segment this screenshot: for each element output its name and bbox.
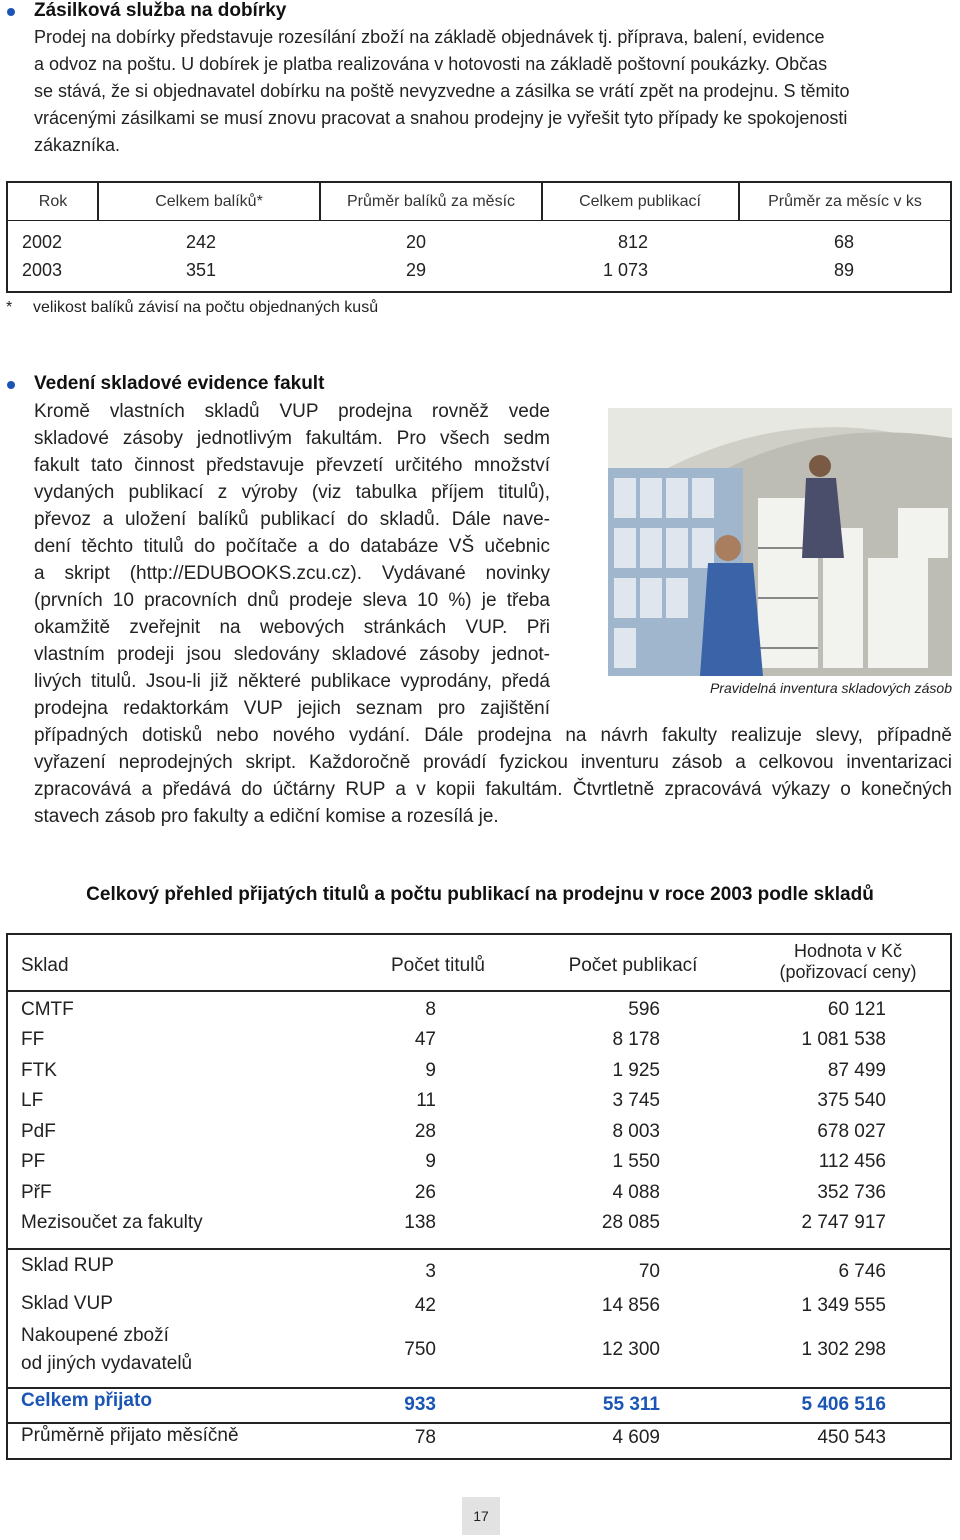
text-line: vrácenými zásilkami se musí znovu pracovat a snahou prodejny je vyřešit tyto případy ke spokojenosti: [34, 108, 848, 128]
text-line: fakult tato činnost představuje převzetí určitého množství: [34, 455, 550, 476]
table-cell: 138: [404, 1212, 436, 1233]
footnote-star: *: [6, 299, 13, 316]
table-cell: 2002: [22, 232, 63, 252]
text-line: vlastním prodeji jsou sledovány skladové zásoby jednot-: [34, 644, 550, 665]
table-row: [8, 1182, 950, 1212]
header-cell: Celkem balíků*: [155, 193, 263, 210]
table-cell: FF: [21, 1029, 45, 1050]
table-cell: 112 456: [818, 1151, 886, 1172]
text-line: zákazníka.: [34, 135, 121, 155]
table-cell: 812: [617, 232, 648, 252]
table-row: [8, 1255, 950, 1295]
table-cell: 1 550: [612, 1151, 660, 1172]
table-cell: 29: [406, 260, 427, 280]
text-line: případných dotisků nebo nového vydání. Dále prodejna na návrh fakulty realizuje slevy, případně: [34, 725, 952, 746]
header-cell: (pořizovací ceny): [779, 962, 917, 982]
table-cell: 352 736: [817, 1182, 886, 1203]
section-heading-inventory: Vedení skladové evidence fakult: [34, 373, 325, 394]
table-row: [8, 999, 950, 1029]
section-text-inventory-narrow: [34, 398, 550, 722]
table-row: [8, 1090, 950, 1120]
text-line: dení těchto titulů do počítače a do databáze VŠ učebnic: [34, 536, 550, 557]
table-cell: 750: [404, 1339, 436, 1360]
table-cell: 2003: [22, 260, 63, 280]
divider: [8, 1422, 950, 1424]
table-cell: 89: [834, 260, 855, 280]
header-cell: Sklad: [21, 955, 69, 976]
photo-caption: Pravidelná inventura skladových zásob: [709, 680, 952, 696]
table-cell: 3 745: [612, 1090, 660, 1111]
text-line: prodejna redaktorkám VUP jejich seznam pro zajištění: [34, 698, 550, 719]
table-cell: 933: [404, 1394, 436, 1415]
table-header: [8, 183, 950, 221]
table-cell: Celkem přijato: [21, 1390, 152, 1411]
table-row: [8, 1425, 950, 1457]
text-line: zpracovává a předává do účtárny RUP a v kopii fakultám. Čtvrtletně zpracovává výkazy o konečných: [34, 779, 952, 800]
text-line: skladové zásoby jednotlivým fakultám. Pro všech sedm: [34, 428, 550, 449]
table-cell: 60 121: [827, 999, 886, 1020]
table-row: [8, 1029, 950, 1059]
divider: [8, 1387, 950, 1389]
text-line: (prvních 10 pracovních dnů prodeje sleva 10 %) je třeba: [34, 590, 550, 611]
table-cell: 242: [186, 232, 217, 252]
table-cell: 8: [425, 999, 436, 1020]
table-cell: 28: [414, 1121, 436, 1142]
table-cell: 678 027: [817, 1121, 886, 1142]
table-row: [8, 1325, 950, 1383]
header-cell: Rok: [38, 193, 68, 210]
inventory-photo: [608, 408, 952, 676]
text-line: stavech zásob pro fakulty a ediční komise a rozesílá je.: [34, 806, 499, 827]
header-cell: Počet publikací: [568, 955, 698, 976]
table-cell: 1 349 555: [801, 1295, 886, 1316]
table-cell: 9: [425, 1060, 436, 1081]
table-cell: 28 085: [601, 1212, 660, 1233]
table-cell: 14 856: [601, 1295, 660, 1316]
table-cell: 20: [406, 232, 427, 252]
table-cell: 2 747 917: [801, 1212, 886, 1233]
table-title: Celkový přehled přijatých titulů a počtu publikací na prodejnu v roce 2003 podle skladů: [86, 884, 874, 905]
header-cell: Průměr balíků za měsíc: [346, 193, 516, 210]
table-cell: PF: [21, 1151, 46, 1172]
table-cell: 9: [425, 1151, 436, 1172]
header-cell: Počet titulů: [391, 955, 485, 976]
section-text-inventory-wide: [34, 722, 952, 830]
table-cell: 68: [834, 232, 855, 252]
divider: [8, 1248, 950, 1250]
table-cell: CMTF: [21, 999, 74, 1020]
warehouse-table: [6, 933, 952, 1460]
table-cell: 4 088: [612, 1182, 660, 1203]
text-line: Kromě vlastních skladů VUP prodejna rovněž vede: [34, 401, 550, 422]
bullet-icon: [7, 381, 15, 389]
table-cell: 42: [414, 1295, 436, 1316]
divider: [8, 990, 950, 992]
table-cell: 1 302 298: [801, 1339, 886, 1360]
table-cell: 87 499: [827, 1060, 886, 1081]
text-line: se stává, že si objednavatel dobírku na poště nevyzvedne a zásilka se vrátí zpět na prodejnu. S těmito: [34, 81, 850, 101]
text-line: Prodej na dobírky představuje rozesílání zboží na základě objednávek tj. příprava, balení, evidence: [34, 27, 825, 47]
table-row: [8, 1121, 950, 1151]
table-cell: 12 300: [601, 1339, 660, 1360]
table-cell: 8 003: [612, 1121, 660, 1142]
table-cell: PdF: [21, 1121, 56, 1142]
table-cell: 351: [186, 260, 217, 280]
page-number: 17: [462, 1497, 500, 1535]
inventory-photo-image: [608, 408, 952, 676]
table-cell: Mezisoučet za fakulty: [21, 1212, 203, 1233]
text-line: okamžitě zveřejnit na webových stránkách VUP. Při: [34, 617, 550, 638]
table-cell: 8 178: [612, 1029, 660, 1050]
table-cell: Sklad RUP: [21, 1255, 114, 1276]
table-cell: 11: [416, 1090, 436, 1111]
table-row-subtotal: [8, 1212, 950, 1242]
packages-table: [6, 181, 952, 293]
table-cell: 55 311: [602, 1394, 660, 1415]
table-cell: 6 746: [838, 1261, 886, 1282]
text-line: livých titulů. Jsou-li již některé publikace vyprodány, předá: [34, 671, 550, 692]
table-cell: 450 543: [817, 1427, 886, 1448]
text-line: a odvoz na poštu. U dobírek je platba realizována v hotovosti na základě poštovní poukázky. Občas: [34, 54, 828, 74]
header-cell: Celkem publikací: [579, 193, 701, 210]
section-heading-cod: Zásilková služba na dobírky: [34, 0, 287, 21]
header-cell: Průměr za měsíc v ks: [768, 193, 922, 210]
table-cell: 1 081 538: [801, 1029, 886, 1050]
table-cell: 596: [628, 999, 660, 1020]
header-cell: Hodnota v Kč: [793, 941, 903, 961]
table-row: [8, 1060, 950, 1090]
table-cell: 70: [638, 1261, 660, 1282]
table-cell: 4 609: [612, 1427, 660, 1448]
table-cell: Sklad VUP: [21, 1293, 113, 1314]
text-line: převoz a uložení balíků publikací do skladů. Dále nave-: [34, 509, 550, 530]
text-line: a skript (http://EDUBOOKS.zcu.cz). Vydávané novinky: [34, 563, 550, 584]
table-cell: 78: [414, 1427, 436, 1448]
table-footnote: [6, 299, 378, 317]
table-cell: Nakoupené zboží: [21, 1325, 169, 1346]
table-cell: Průměrně přijato měsíčně: [21, 1425, 239, 1446]
table-row-total: [8, 1390, 950, 1424]
table-cell: 3: [425, 1261, 436, 1282]
table-cell: od jiných vydavatelů: [21, 1353, 193, 1374]
text-line: vydaných publikací z výroby (viz tabulka příjem titulů),: [34, 482, 550, 503]
text-line: vyřazení neprodejných skript. Každoročně provádí fyzickou inventuru zásob a celkovou inventarizaci: [34, 752, 952, 773]
table-row: [8, 1293, 950, 1327]
footnote-text: velikost balíků závisí na počtu objednaných kusů: [33, 299, 379, 316]
section-text-cod: [34, 24, 952, 159]
table-cell: FTK: [21, 1060, 57, 1081]
table-cell: LF: [21, 1090, 44, 1111]
table-cell: 26: [414, 1182, 436, 1203]
table-row: [8, 1151, 950, 1181]
table-cell: PřF: [21, 1182, 52, 1203]
table-cell: 1 925: [612, 1060, 660, 1081]
table-cell: 47: [414, 1029, 436, 1050]
table-cell: 1 073: [602, 260, 648, 280]
table-cell: 5 406 516: [801, 1394, 886, 1415]
table-cell: 375 540: [817, 1090, 886, 1111]
bullet-icon: [7, 8, 15, 16]
